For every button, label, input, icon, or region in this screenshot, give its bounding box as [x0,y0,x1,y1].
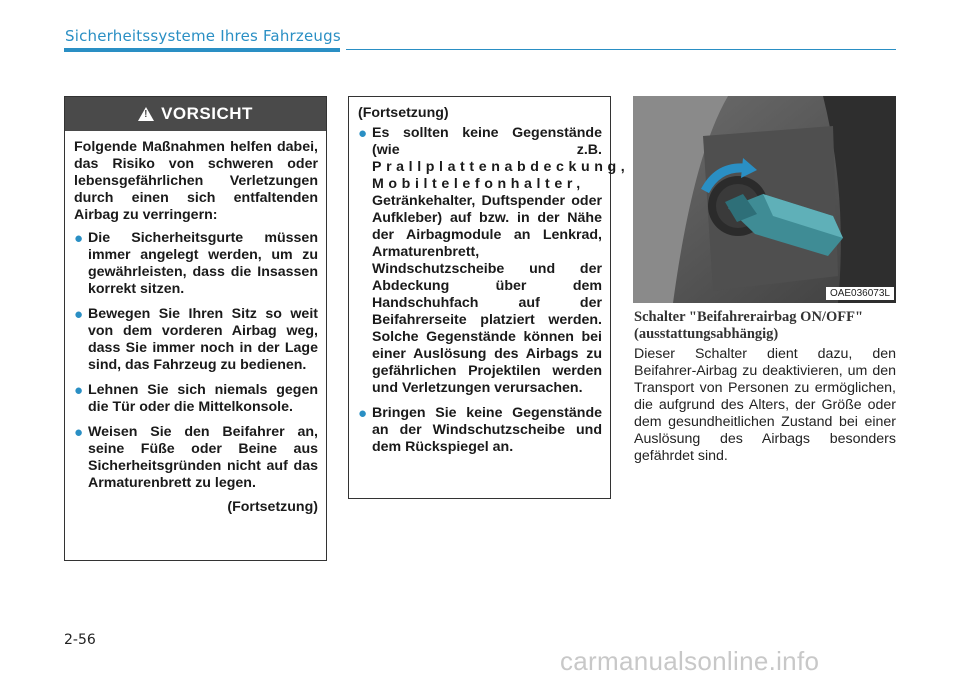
bullet-icon: ● [74,306,84,323]
list-item: ● Bewegen Sie Ihren Sitz so weit von dem vorderen Airbag weg, dass Sie immer noch in der Lage sind, das Fahrzeug zu bedienen. [74,306,318,373]
continuation-list [358,125,630,456]
caution-body [65,131,326,516]
bullet-icon: ● [74,424,84,441]
section-title: Schalter "Beifahrerairbag ON/OFF" (ausstattungsabhängig) [634,309,864,342]
continuation-body [349,97,630,456]
page-number: 2-56 [64,632,96,648]
bullet-icon: ● [74,230,84,247]
caution-heading: VORSICHT [161,104,253,123]
continuation-box [348,96,630,499]
continued-note: (Fortsetzung) [227,499,318,515]
caution-intro: Folgende Maßnahmen helfen dabei, das Risiko von schweren oder lebensgefährlichen Verletzungen durch einen sich entfaltenden Airbag zu verringern: [74,139,318,223]
figure-label: OAE036073L [826,287,894,300]
list-item: ● Bringen Sie keine Gegenstände an der Windschutzscheibe und dem Rückspiegel an. [358,405,602,455]
chapter-title: Sicherheitssysteme Ihres Fahrzeugs [65,27,341,45]
section-text: Dieser Schalter dient dazu, den Beifahrer-Airbag zu deaktivieren, um den Transport von Personen zu ermöglichen, die aufgrund des Alters, der Größe oder dem gesundheitlichen Zustand bei einer Auslösung des Airbags besonders gefährdet sind. [634,346,896,464]
airbag-switch-illustration [633,96,896,303]
warning-triangle-icon [138,107,154,121]
bullet-icon: ● [358,405,368,422]
caution-box [64,96,327,561]
list-item: ● Weisen Sie den Beifahrer an, seine Füße oder Beine aus Sicherheitsgründen nicht auf das Armaturenbrett zu legen. [74,424,318,491]
list-item: ● Lehnen Sie sich niemals gegen die Tür oder die Mittelkonsole. [74,382,318,415]
caution-header [65,97,326,131]
bullet-icon: ● [358,125,368,142]
bullet-icon: ● [74,382,84,399]
continuation-title: (Fortsetzung) [358,105,449,121]
list-item: ● Die Sicherheitsgurte müssen immer angelegt werden, um zu gewährleisten, dass die Insassen korrekt sitzen. [74,230,318,297]
caution-list [74,230,318,492]
header-rule-thin [346,49,896,50]
airbag-switch-photo [633,96,896,303]
watermark: carmanualsonline.info [560,646,820,676]
header-rule-thick [64,48,340,52]
list-item: ● Es sollten keine Gegenstände (wie z.B. Prallplattenabdeckung, Mobiltelefonhalter, Getränkehalter, Duftspender oder Aufkleber) auf bzw. in der Nähe der Airbagmodule an Lenkrad, Armaturenbrett, Windschutzscheibe und der Abdeckung über dem Handschuhfach auf der Beifahrerseite platziert werden. Solche Gegenstände können bei einer Auslösung des Airbags zu gefährlichen Projektilen werden und Verletzungen verursachen. [358,125,630,396]
